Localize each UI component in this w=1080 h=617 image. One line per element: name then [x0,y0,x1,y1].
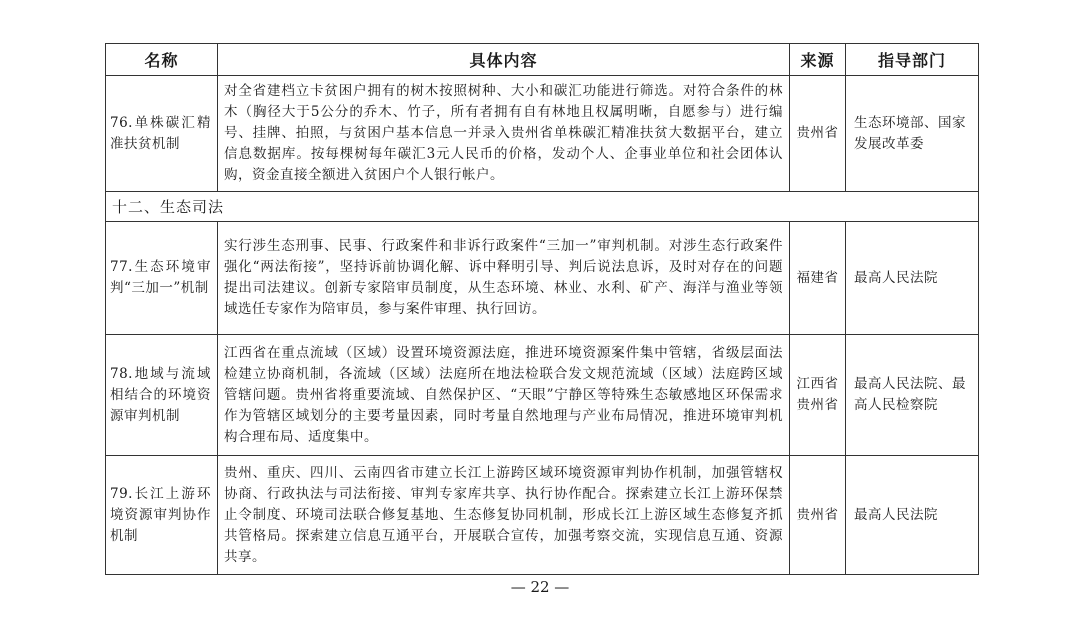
table-header-row [106,44,979,76]
row-dept: 最高人民法院 [846,222,979,335]
header-dept: 指导部门 [846,44,979,76]
row-content: 实行涉生态刑事、民事、行政案件和非诉行政案件“三加一”审判机制。对涉生态行政案件强化“两法衔接”，坚持诉前协调化解、诉中释明引导、判后说法息诉，及时对存在的问题提出司法建议。创新专家陪审员制度，从生态环境、林业、水利、矿产、海洋与渔业等领域选任专家作为陪审员，参与案件审理、执行回访。 [218,222,790,335]
row-name: 78.地域与流域相结合的环境资源审判机制 [106,335,218,456]
table-row [106,76,979,192]
row-source: 贵州省 [790,456,846,575]
policy-table [105,43,979,575]
row-dept: 最高人民法院、最高人民检察院 [846,335,979,456]
section-heading-row [106,192,979,222]
row-content: 贵州、重庆、四川、云南四省市建立长江上游跨区域环境资源审判协作机制，加强管辖权协商、行政执法与司法衔接、审判专家库共享、执行协作配合。探索建立长江上游环保禁止令制度、环境司法联合修复基地、生态修复协同机制，形成长江上游区域生态修复齐抓共管格局。探索建立信息互通平台，开展联合宣传，加强考察交流，实现信息互通、资源共享。 [218,456,790,575]
table-row [106,456,979,575]
table-row [106,335,979,456]
row-name: 76.单株碳汇精准扶贫机制 [106,76,218,192]
row-source: 江西省贵州省 [790,335,846,456]
header-source: 来源 [790,44,846,76]
row-content: 对全省建档立卡贫困户拥有的树木按照树种、大小和碳汇功能进行筛选。对符合条件的林木（胸径大于5公分的乔木、竹子，所有者拥有自有林地且权属明晰，自愿参与）进行编号、挂牌、拍照，与贫困户基本信息一并录入贵州省单株碳汇精准扶贫大数据平台，建立信息数据库。按每棵树每年碳汇3元人民币的价格，发动个人、企事业单位和社会团体认购，资金直接全额进入贫困户个人银行帐户。 [218,76,790,192]
row-source: 贵州省 [790,76,846,192]
row-name: 77.生态环境审判“三加一”机制 [106,222,218,335]
section-heading: 十二、生态司法 [106,192,979,222]
row-dept: 最高人民法院 [846,456,979,575]
row-name: 79.长江上游环境资源审判协作机制 [106,456,218,575]
header-name: 名称 [106,44,218,76]
header-content: 具体内容 [218,44,790,76]
row-source: 福建省 [790,222,846,335]
row-dept: 生态环境部、国家发展改革委 [846,76,979,192]
table-row [106,222,979,335]
row-content: 江西省在重点流域（区域）设置环境资源法庭，推进环境资源案件集中管辖，省级层面法检建立协商机制，各流域（区域）法庭所在地法检联合发文规范流域（区域）法庭跨区域管辖问题。贵州省将重要流域、自然保护区、“天眼”宁静区等特殊生态敏感地区环保需求作为管辖区域划分的主要考量因素，同时考量自然地理与产业布局情况，推进环境审判机构合理布局、适度集中。 [218,335,790,456]
page-number: — 22 — [510,578,570,596]
